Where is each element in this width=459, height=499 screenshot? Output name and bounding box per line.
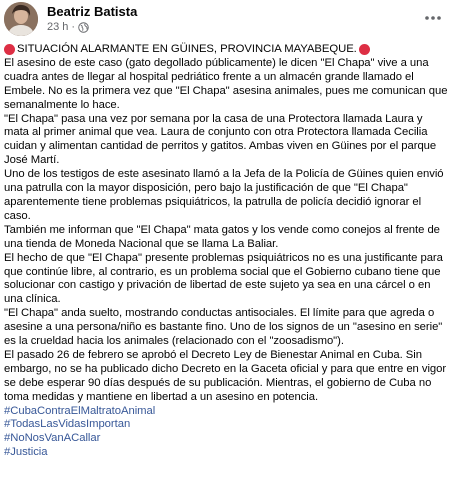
avatar-photo-icon <box>4 2 38 36</box>
globe-icon <box>78 22 89 33</box>
post-body <box>4 43 455 460</box>
red-circle-icon <box>359 44 370 55</box>
avatar[interactable] <box>4 2 38 36</box>
time-separator: · <box>71 21 76 33</box>
post-time[interactable]: 23 h <box>47 21 69 33</box>
post-paragraph: También me informan que "El Chapa" mata gatos y los vende como conejos al frente de una tienda de Moneda Nacional que se llama La Baliar. <box>4 223 440 250</box>
post-title: SITUACIÓN ALARMANTE EN GÜINES, PROVINCIA MAYABEQUE. <box>17 43 357 55</box>
hashtag-link[interactable]: #Justicia <box>4 446 48 459</box>
post-paragraph: "El Chapa" pasa una vez por semana por la casa de una Protectora llamada Laura y mata al primer animal que vea. Laura de conjunto con otra Protectora llamada Cecilia cuidan y alimentan cantidad de perritos y gatitos. Ambas viven en Güines por el parque José Martí. <box>4 112 437 167</box>
post-meta <box>47 20 455 34</box>
hashtag-link[interactable]: #NoNosVanACallar <box>4 432 101 445</box>
post-paragraph: El pasado 26 de febrero se aprobó el Decreto Ley de Bienestar Animal en Cuba. Sin embargo, no se ha publicado dicho Decreto en la Gaceta oficial y para que entre en vigor se debe esperar 90 días después de su publicación. Mientras, el gobierno de Cuba no toma medidas y mantiene en libertad a un asesino en potencia. <box>4 348 447 403</box>
more-horizontal-icon <box>424 15 442 21</box>
post-paragraph: El asesino de este caso (gato degollado públicamente) le dicen "El Chapa" vive a una cuadra antes de llegar al hospital pedriático frente a un almacén grande llamado el Embele. No es la primera vez que "El Chapa" asesina animales, pues me comunican que semanalmente lo hace. <box>4 56 448 111</box>
post-paragraph: Uno de los testigos de este asesinato llamó a la Jefa de la Policía de Güines quien envió una patrulla con la mayor disposición, pero bajo la justificación de que "El Chapa" aparentemente tiene problemas psiquiátricos, la patrulla de policía decidió ignorar el caso. <box>4 168 444 222</box>
hashtag-link[interactable]: #TodasLasVidasImportan <box>4 418 131 431</box>
red-circle-icon <box>4 44 15 55</box>
hashtag-link[interactable]: #CubaContraElMaltratoAnimal <box>4 404 156 417</box>
more-options-button[interactable] <box>419 6 447 30</box>
post-paragraph: "El Chapa" anda suelto, mostrando conductas antisociales. El límite para que agreda o asesine a una persona/niño es bastante fino. Uno de los signos de un "asesino en serie" es la crueldad hacia los animales (relacionado con el "zoosadismo"). <box>4 307 443 348</box>
post-title-line <box>4 43 449 57</box>
post-paragraph: El hecho de que "El Chapa" presente problemas psiquiátricos no es una justificante para que continúe libre, al contrario, es un problema social que el Gobierno cubano tiene que solucionar con castigo y privación de libertad de este sujeto ya sea en una cárcel o en una clínica. <box>4 251 443 306</box>
author-name[interactable]: Beatriz Batista <box>47 4 138 19</box>
post-header <box>4 0 455 42</box>
author-info <box>47 4 455 34</box>
